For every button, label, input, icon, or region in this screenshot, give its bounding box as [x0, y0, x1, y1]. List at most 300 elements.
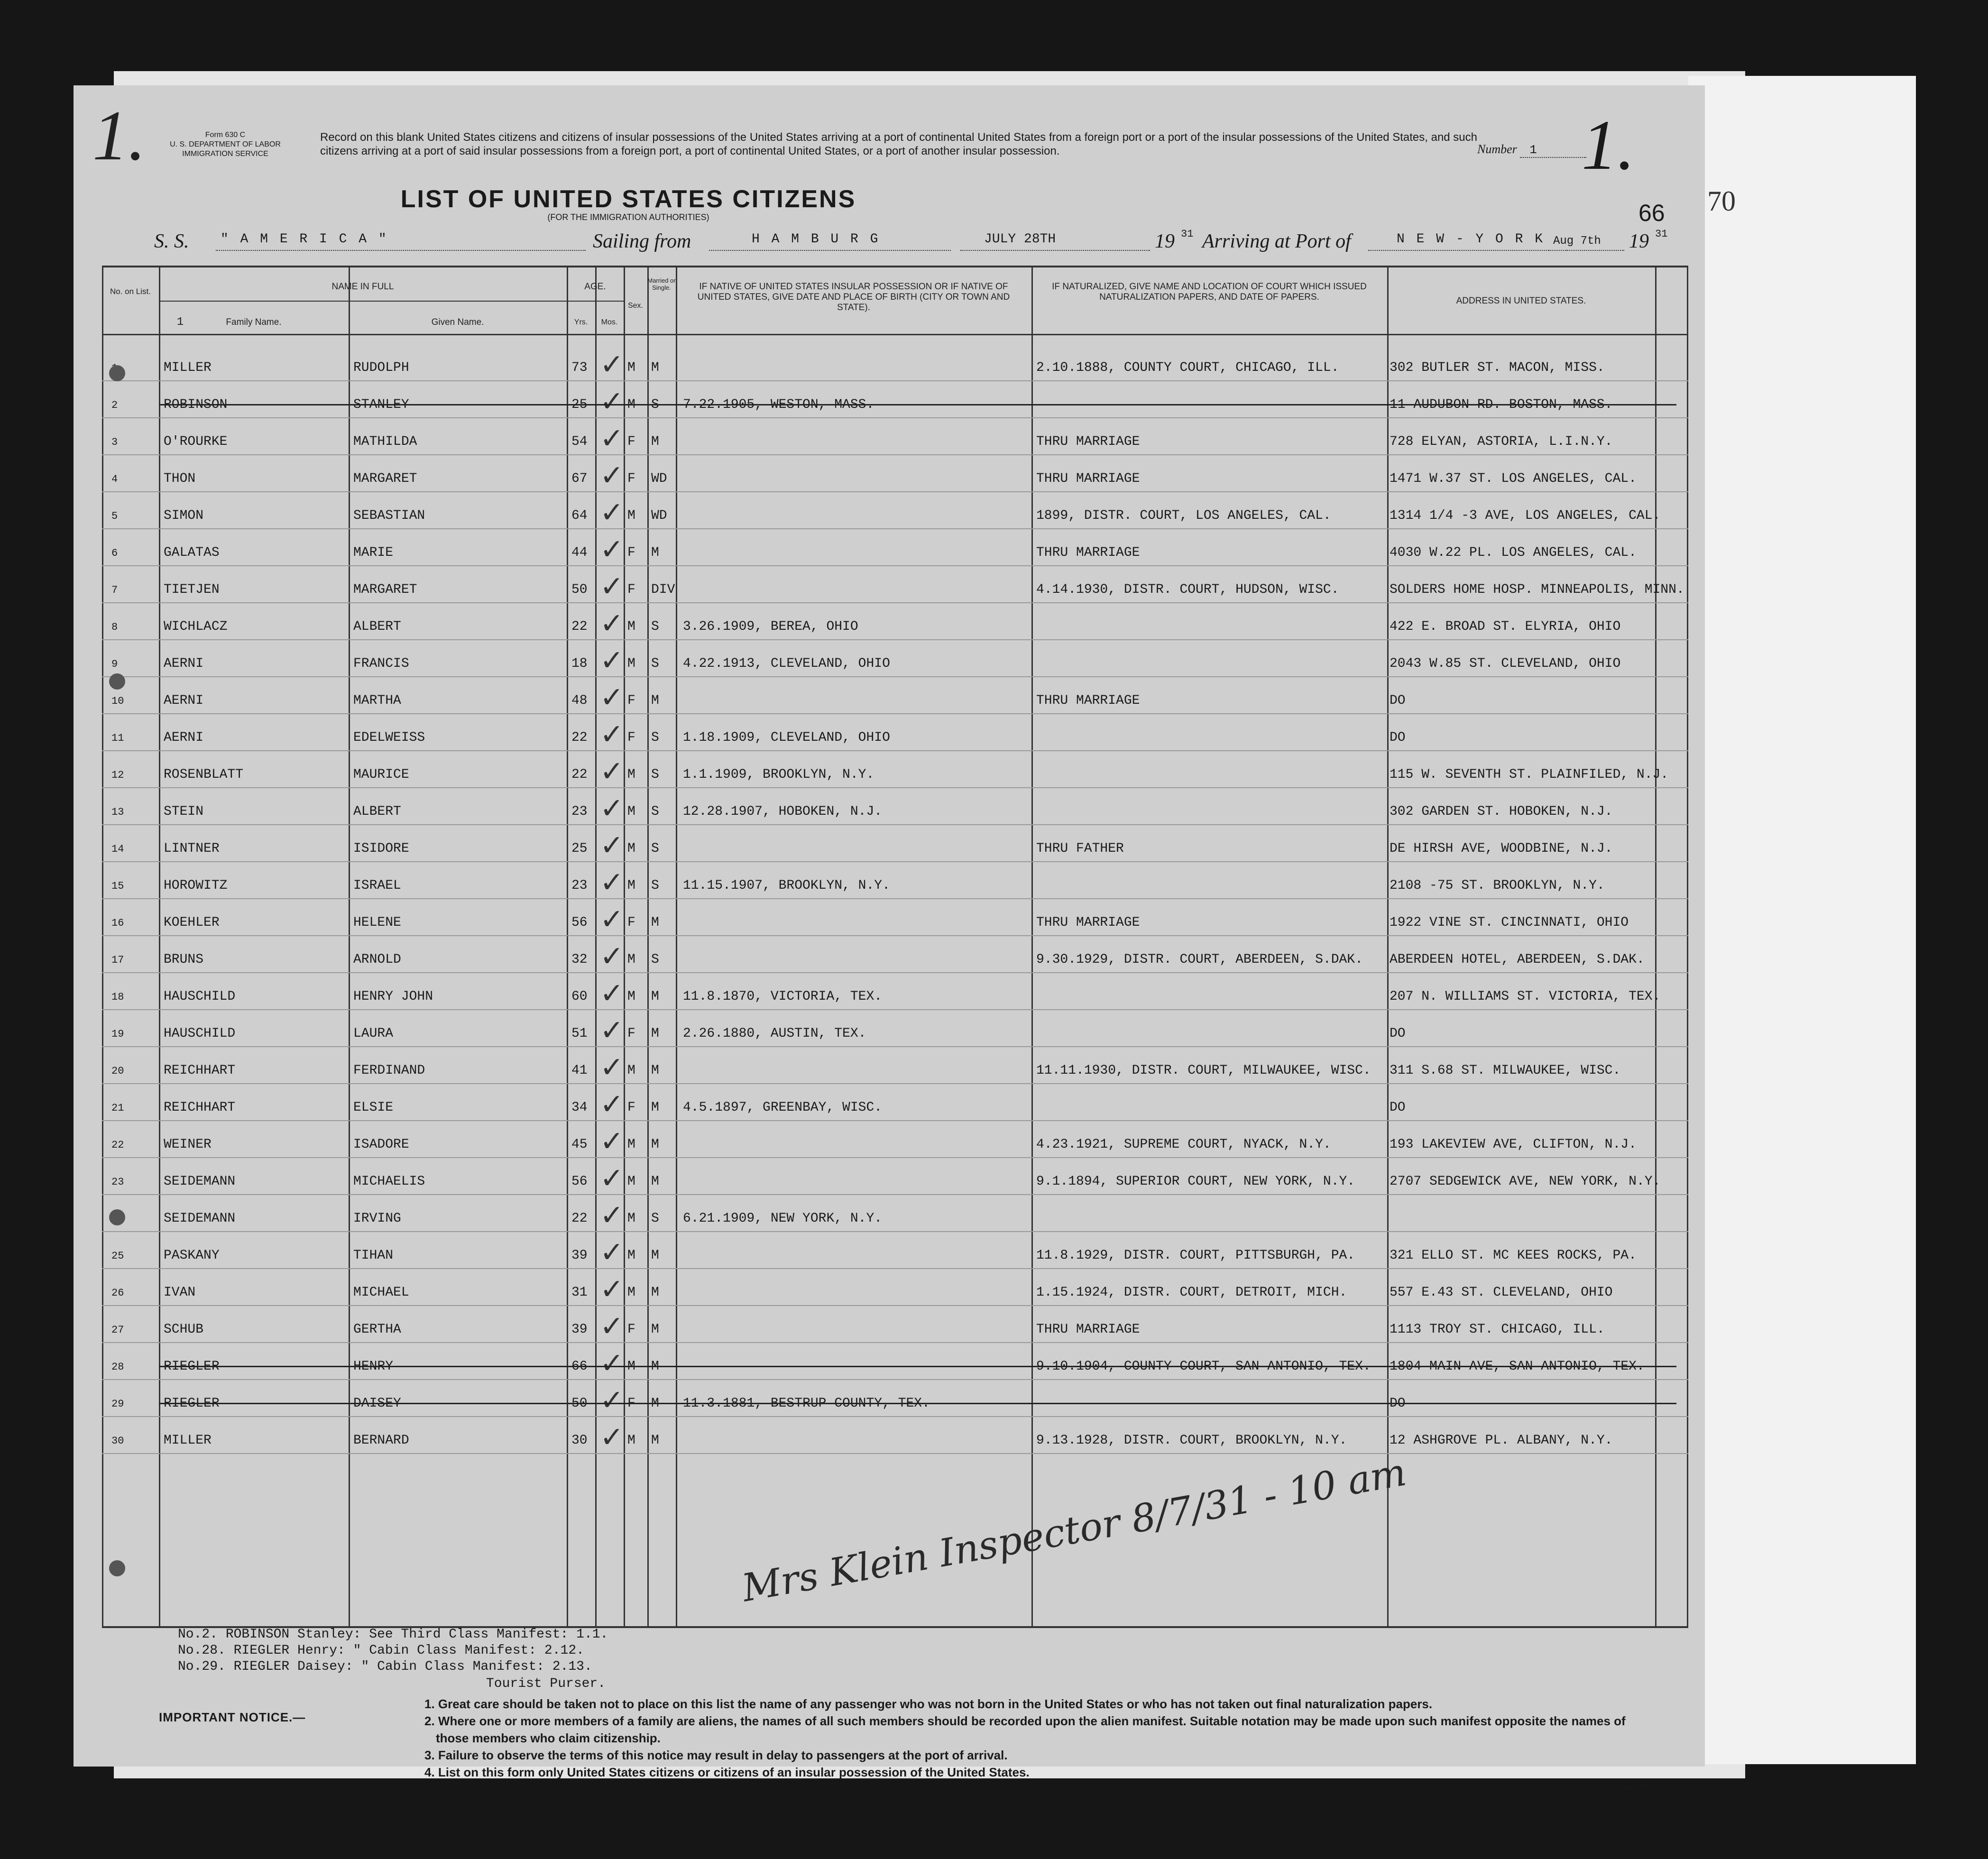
address: 321 ELLO ST. MC KEES ROCKS, PA. — [1390, 1248, 1637, 1263]
age-years: 23 — [571, 878, 588, 893]
list-number: 18 — [111, 991, 124, 1003]
table-row — [102, 1342, 1688, 1380]
table-row — [102, 861, 1688, 899]
address: 115 W. SEVENTH ST. PLAINFILED, N.J. — [1390, 767, 1669, 782]
sex: F — [627, 693, 635, 708]
family-name: O'ROURKE — [164, 434, 228, 449]
header-family-name: Family Name. — [226, 317, 282, 327]
list-number: 12 — [111, 769, 124, 781]
age-years: 31 — [571, 1285, 588, 1300]
given-name: FERDINAND — [353, 1063, 425, 1078]
age-years: 41 — [571, 1063, 588, 1078]
table-row — [102, 787, 1688, 825]
list-number: 22 — [111, 1139, 124, 1151]
purser-signature: Tourist Purser. — [486, 1676, 606, 1691]
family-name: GALATAS — [164, 545, 220, 560]
date-from-dotted-line — [960, 249, 1150, 251]
list-number: 8 — [111, 621, 118, 633]
sex: M — [627, 1359, 635, 1374]
sex: M — [627, 804, 635, 819]
table-row — [102, 1416, 1688, 1454]
age-years: 60 — [571, 989, 588, 1004]
family-name: LINTNER — [164, 841, 220, 856]
list-number: 23 — [111, 1176, 124, 1188]
checkmark-icon: ✓ — [600, 940, 624, 973]
family-name: KOEHLER — [164, 915, 220, 930]
given-name: HELENE — [353, 915, 401, 930]
sex: F — [627, 434, 635, 449]
naturalization-info: 1.15.1924, DISTR. COURT, DETROIT, MICH. — [1036, 1285, 1347, 1300]
marital-status: S — [651, 730, 659, 745]
given-name: HENRY — [353, 1359, 394, 1374]
address: 302 GARDEN ST. HOBOKEN, N.J. — [1390, 804, 1613, 819]
punch-hole — [109, 365, 125, 381]
address: DO — [1390, 693, 1406, 708]
checkmark-icon: ✓ — [600, 1125, 624, 1158]
notice-item: 3. Failure to observe the terms of this notice may result in delay to passengers at the port of arrival. — [424, 1748, 1008, 1762]
year-from: 31 — [1181, 228, 1194, 240]
marital-status: M — [651, 1026, 659, 1041]
address: 422 E. BROAD ST. ELYRIA, OHIO — [1390, 619, 1621, 634]
address: 12 ASHGROVE PL. ALBANY, N.Y. — [1390, 1433, 1613, 1448]
marital-status: DIV — [651, 582, 675, 597]
marital-status: M — [651, 1100, 659, 1115]
header-naturalization: IF NATURALIZED, GIVE NAME AND LOCATION OF COURT WHICH ISSUED NATURALIZATION PAPERS, AND DATE OF PAPERS. — [1052, 282, 1367, 302]
checkmark-icon: ✓ — [600, 1347, 624, 1380]
marital-status: S — [651, 804, 659, 819]
address: DO — [1390, 1396, 1406, 1411]
marital-status: M — [651, 989, 659, 1004]
age-years: 56 — [571, 915, 588, 930]
family-name: MILLER — [164, 360, 212, 375]
marital-status: M — [651, 1396, 659, 1411]
checkmark-icon: ✓ — [600, 1162, 624, 1195]
list-number: 28 — [111, 1361, 124, 1373]
header-address: ADDRESS IN UNITED STATES. — [1456, 296, 1586, 306]
table-row — [102, 454, 1688, 492]
address: 557 E.43 ST. CLEVELAND, OHIO — [1390, 1285, 1613, 1300]
marital-status: M — [651, 1137, 659, 1152]
passenger-table — [102, 266, 1688, 1628]
given-name: ARNOLD — [353, 952, 401, 967]
punch-hole — [109, 1560, 125, 1576]
table-row — [102, 528, 1688, 566]
strikethrough-line — [159, 1366, 1676, 1367]
table-row — [102, 1379, 1688, 1417]
table-row — [102, 343, 1688, 381]
sex: F — [627, 730, 635, 745]
naturalization-info: THRU MARRIAGE — [1036, 915, 1140, 930]
form-number: Form 630 C — [205, 131, 246, 139]
checkmark-icon: ✓ — [600, 348, 624, 381]
family-name: THON — [164, 471, 196, 486]
handwritten-number: 1. — [1582, 106, 1635, 184]
given-name: RUDOLPH — [353, 360, 409, 375]
age-years: 56 — [571, 1174, 588, 1189]
form-identifier — [154, 130, 296, 159]
service-label: IMMIGRATION SERVICE — [182, 150, 268, 158]
marital-status: M — [651, 434, 659, 449]
list-number: 2 — [111, 399, 118, 411]
address: 728 ELYAN, ASTORIA, L.I.N.Y. — [1390, 434, 1613, 449]
age-years: 18 — [571, 656, 588, 671]
checkmark-icon: ✓ — [600, 681, 624, 714]
age-years: 50 — [571, 582, 588, 597]
address: SOLDERS HOME HOSP. MINNEAPOLIS, MINN. — [1390, 582, 1684, 597]
family-name: STEIN — [164, 804, 204, 819]
given-name: MARIE — [353, 545, 394, 560]
address: 193 LAKEVIEW AVE, CLIFTON, N.J. — [1390, 1137, 1637, 1152]
address: 2707 SEDGEWICK AVE, NEW YORK, N.Y. — [1390, 1174, 1661, 1189]
date-from: JULY 28TH — [984, 232, 1056, 247]
marital-status: M — [651, 360, 659, 375]
given-name: MARGARET — [353, 471, 417, 486]
header-bottom-rule — [102, 334, 1688, 335]
table-row — [102, 1268, 1688, 1306]
footer-notes — [178, 1627, 608, 1675]
birth-info: 4.22.1913, CLEVELAND, OHIO — [683, 656, 890, 671]
table-row — [102, 1046, 1688, 1084]
port-to-dotted-line — [1368, 249, 1567, 251]
list-number: 11 — [111, 732, 124, 744]
list-number: 4 — [111, 473, 118, 485]
family-name: MILLER — [164, 1433, 212, 1448]
given-name: ISIDORE — [353, 841, 409, 856]
table-row — [102, 713, 1688, 751]
date-to: Aug 7th — [1553, 235, 1601, 248]
age-years: 34 — [571, 1100, 588, 1115]
header-married-single: Married or Single. — [647, 277, 676, 291]
age-years: 48 — [571, 693, 588, 708]
sex: F — [627, 471, 635, 486]
address: DO — [1390, 730, 1406, 745]
age-years: 25 — [571, 841, 588, 856]
footer-note: No.29. RIEGLER Daisey: " Cabin Class Manifest: 2.13. — [178, 1659, 592, 1674]
address: 207 N. WILLIAMS ST. VICTORIA, TEX. — [1390, 989, 1661, 1004]
family-name: AERNI — [164, 693, 204, 708]
sex: F — [627, 545, 635, 560]
naturalization-info: 1899, DISTR. COURT, LOS ANGELES, CAL. — [1036, 508, 1331, 523]
department-label: U. S. DEPARTMENT OF LABOR — [170, 140, 281, 148]
marital-status: M — [651, 693, 659, 708]
checkmark-icon: ✓ — [600, 718, 624, 751]
table-row — [102, 602, 1688, 640]
list-number: 15 — [111, 880, 124, 892]
sex: M — [627, 767, 635, 782]
table-row — [102, 380, 1688, 418]
punch-hole — [109, 1209, 125, 1225]
number-value: 1 — [1520, 143, 1586, 158]
checkmark-icon: ✓ — [600, 755, 624, 788]
naturalization-info: THRU MARRIAGE — [1036, 545, 1140, 560]
header-given-name: Given Name. — [431, 317, 484, 327]
ss-label: S. S. — [154, 230, 189, 252]
sex: F — [627, 1100, 635, 1115]
table-row — [102, 898, 1688, 936]
birth-info: 11.8.1870, VICTORIA, TEX. — [683, 989, 883, 1004]
checkmark-icon: ✓ — [600, 1421, 624, 1454]
family-name: RIEGLER — [164, 1359, 220, 1374]
header-name-in-full: NAME IN FULL — [331, 282, 394, 292]
marital-status: WD — [651, 508, 667, 523]
address: ABERDEEN HOTEL, ABERDEEN, S.DAK. — [1390, 952, 1645, 967]
given-name: GERTHA — [353, 1322, 401, 1337]
punch-hole — [109, 673, 125, 690]
sailing-from-label: Sailing from — [593, 230, 691, 252]
family-name: SIMON — [164, 508, 204, 523]
marital-status: M — [651, 1322, 659, 1337]
header-birth: IF NATIVE OF UNITED STATES INSULAR POSSESSION OR IF NATIVE OF UNITED STATES, GIVE DATE AND PLACE OF BIRTH (CITY OR TOWN AND STATE). — [697, 282, 1010, 313]
family-name: BRUNS — [164, 952, 204, 967]
sex: M — [627, 878, 635, 893]
checkmark-icon: ✓ — [600, 533, 624, 566]
header-rule — [567, 301, 624, 302]
year-prefix-to: 19 — [1629, 230, 1649, 252]
notice-heading: IMPORTANT NOTICE.— — [159, 1710, 306, 1724]
birth-info: 4.5.1897, GREENBAY, WISC. — [683, 1100, 883, 1115]
port-from-dotted-line — [709, 249, 951, 251]
checkmark-icon: ✓ — [600, 1273, 624, 1306]
address: 1113 TROY ST. CHICAGO, ILL. — [1390, 1322, 1605, 1337]
marital-status: M — [651, 1359, 659, 1374]
age-years: 67 — [571, 471, 588, 486]
given-name: ISRAEL — [353, 878, 401, 893]
marital-status: S — [651, 952, 659, 967]
table-row — [102, 1194, 1688, 1232]
naturalization-info: 2.10.1888, COUNTY COURT, CHICAGO, ILL. — [1036, 360, 1339, 375]
ship-dotted-line — [216, 249, 586, 251]
checkmark-icon: ✓ — [600, 903, 624, 936]
strikethrough-line — [159, 1403, 1676, 1404]
family-name: WICHLACZ — [164, 619, 228, 634]
naturalization-info: 9.10.1904, COUNTY COURT, SAN ANTONIO, TEX. — [1036, 1359, 1371, 1374]
given-name: BERNARD — [353, 1433, 409, 1448]
age-years: 25 — [571, 397, 588, 412]
sex: M — [627, 619, 635, 634]
marital-status: WD — [651, 471, 667, 486]
age-years: 22 — [571, 1211, 588, 1226]
family-name: AERNI — [164, 730, 204, 745]
sex: M — [627, 1433, 635, 1448]
vessel-line — [154, 230, 1719, 258]
marital-status: S — [651, 1211, 659, 1226]
sex: M — [627, 508, 635, 523]
table-row — [102, 491, 1688, 529]
given-name: HENRY JOHN — [353, 989, 433, 1004]
naturalization-info: 4.23.1921, SUPREME COURT, NYACK, N.Y. — [1036, 1137, 1331, 1152]
sex: M — [627, 1063, 635, 1078]
footer-note: No.28. RIEGLER Henry: " Cabin Class Manifest: 2.12. — [178, 1643, 584, 1658]
address: DO — [1390, 1100, 1406, 1115]
birth-info: 12.28.1907, HOBOKEN, N.J. — [683, 804, 883, 819]
list-number: 9 — [111, 658, 118, 670]
checkmark-icon: ✓ — [600, 1199, 624, 1232]
sex: M — [627, 360, 635, 375]
list-number: 26 — [111, 1287, 124, 1299]
sex: M — [627, 989, 635, 1004]
checkmark-icon: ✓ — [600, 866, 624, 899]
age-years: 54 — [571, 434, 588, 449]
age-years: 22 — [571, 619, 588, 634]
given-name: MARTHA — [353, 693, 401, 708]
page-title: LIST OF UNITED STATES CITIZENS — [400, 185, 856, 213]
address: 2108 -75 ST. BROOKLYN, N.Y. — [1390, 878, 1605, 893]
age-years: 50 — [571, 1396, 588, 1411]
address: 4030 W.22 PL. LOS ANGELES, CAL. — [1390, 545, 1637, 560]
family-name: ROSENBLATT — [164, 767, 244, 782]
sex: M — [627, 1285, 635, 1300]
address: 311 S.68 ST. MILWAUKEE, WISC. — [1390, 1063, 1621, 1078]
family-name: RIEGLER — [164, 1396, 220, 1411]
table-row — [102, 972, 1688, 1010]
list-number: 10 — [111, 695, 124, 707]
side-stamp: 70 — [1707, 185, 1736, 217]
checkmark-icon: ✓ — [600, 1384, 624, 1417]
family-name: AERNI — [164, 656, 204, 671]
sex: F — [627, 1322, 635, 1337]
naturalization-info: THRU MARRIAGE — [1036, 471, 1140, 486]
checkmark-icon: ✓ — [600, 607, 624, 640]
header-rule — [159, 301, 567, 302]
number-field — [1477, 142, 1586, 158]
family-name: WEINER — [164, 1137, 212, 1152]
marital-status: M — [651, 1174, 659, 1189]
birth-info: 2.26.1880, AUSTIN, TEX. — [683, 1026, 866, 1041]
birth-info: 3.26.1909, BEREA, OHIO — [683, 619, 858, 634]
corner-mark: 1. — [92, 96, 146, 175]
adjacent-page — [1688, 76, 1916, 1764]
table-row — [102, 1305, 1688, 1343]
sex: F — [627, 1396, 635, 1411]
checkmark-icon: ✓ — [600, 829, 624, 862]
sex: M — [627, 1174, 635, 1189]
checkmark-icon: ✓ — [600, 459, 624, 492]
table-row — [102, 1009, 1688, 1047]
sex: M — [627, 1137, 635, 1152]
checkmark-icon: ✓ — [600, 570, 624, 603]
table-row — [102, 1083, 1688, 1121]
naturalization-info: 9.1.1894, SUPERIOR COURT, NEW YORK, N.Y. — [1036, 1174, 1355, 1189]
age-years: 23 — [571, 804, 588, 819]
checkmark-icon: ✓ — [600, 422, 624, 455]
marital-status: M — [651, 915, 659, 930]
notice-item: 4. List on this form only United States citizens or citizens of an insular possession of the United States. — [424, 1765, 1030, 1779]
address: 1471 W.37 ST. LOS ANGELES, CAL. — [1390, 471, 1637, 486]
address: 1804 MAIN AVE, SAN ANTONIO, TEX. — [1390, 1359, 1645, 1374]
marital-status: S — [651, 878, 659, 893]
marital-status: M — [651, 1285, 659, 1300]
table-row — [102, 1231, 1688, 1269]
age-years: 66 — [571, 1359, 588, 1374]
age-years: 22 — [571, 730, 588, 745]
checkmark-icon: ✓ — [600, 1088, 624, 1121]
checkmark-icon: ✓ — [600, 1310, 624, 1343]
sex: F — [627, 915, 635, 930]
arriving-label: Arriving at Port of — [1202, 230, 1351, 252]
port-to: N E W - Y O R K — [1397, 232, 1545, 247]
family-name: PASKANY — [164, 1248, 220, 1263]
marital-status: M — [651, 1063, 659, 1078]
table-row — [102, 1157, 1688, 1195]
notice-item: 2. Where one or more members of a family are aliens, the names of all such members should be recorded upon the alien manifest. Suitable notation may be made upon such manifest opposite the names of those members who claim citizenship. — [424, 1714, 1626, 1745]
address: DO — [1390, 1026, 1406, 1041]
page-subtitle: (FOR THE IMMIGRATION AUTHORITIES) — [547, 212, 709, 222]
table-row — [102, 1120, 1688, 1158]
sex: F — [627, 1026, 635, 1041]
table-row — [102, 676, 1688, 714]
family-name: REICHHART — [164, 1063, 236, 1078]
family-name: HAUSCHILD — [164, 989, 236, 1004]
sex: M — [627, 397, 635, 412]
list-number: 27 — [111, 1324, 124, 1336]
age-years: 45 — [571, 1137, 588, 1152]
family-name: IVAN — [164, 1285, 196, 1300]
sex: M — [627, 656, 635, 671]
table-row — [102, 750, 1688, 788]
address: 2043 W.85 ST. CLEVELAND, OHIO — [1390, 656, 1621, 671]
list-number: 17 — [111, 954, 124, 966]
sex: F — [627, 582, 635, 597]
year-to: 31 — [1655, 228, 1668, 240]
address: 302 BUTLER ST. MACON, MISS. — [1390, 360, 1605, 375]
age-years: 64 — [571, 508, 588, 523]
address: 11 AUDUBON RD. BOSTON, MASS. — [1390, 397, 1613, 412]
naturalization-info: 11.8.1929, DISTR. COURT, PITTSBURGH, PA. — [1036, 1248, 1355, 1263]
header-age: AGE. — [584, 282, 606, 292]
given-name: MICHAELIS — [353, 1174, 425, 1189]
naturalization-info: THRU MARRIAGE — [1036, 693, 1140, 708]
age-years: 39 — [571, 1248, 588, 1263]
address: 1922 VINE ST. CINCINNATI, OHIO — [1390, 915, 1629, 930]
birth-info: 11.3.1881, BESTRUP COUNTY, TEX. — [683, 1396, 930, 1411]
list-number: 20 — [111, 1065, 124, 1077]
given-name: MATHILDA — [353, 434, 417, 449]
sex: M — [627, 1248, 635, 1263]
number-label: Number — [1477, 142, 1517, 156]
list-number: 30 — [111, 1435, 124, 1447]
checkmark-icon: ✓ — [600, 1014, 624, 1047]
given-name: FRANCIS — [353, 656, 409, 671]
sex: M — [627, 1211, 635, 1226]
checkmark-icon: ✓ — [600, 1236, 624, 1269]
birth-info: 7.22.1905, WESTON, MASS. — [683, 397, 874, 412]
address: DE HIRSH AVE, WOODBINE, N.J. — [1390, 841, 1613, 856]
birth-info: 1.1.1909, BROOKLYN, N.Y. — [683, 767, 874, 782]
given-name: TIHAN — [353, 1248, 394, 1263]
notice-items — [424, 1695, 1657, 1781]
checkmark-icon: ✓ — [600, 644, 624, 677]
given-name: ISADORE — [353, 1137, 409, 1152]
family-name: SCHUB — [164, 1322, 204, 1337]
list-number: 7 — [111, 584, 118, 596]
strikethrough-line — [159, 404, 1676, 405]
age-years: 22 — [571, 767, 588, 782]
port-from: H A M B U R G — [752, 232, 880, 247]
list-number: 25 — [111, 1250, 124, 1262]
list-number: 5 — [111, 510, 118, 522]
list-number: 29 — [111, 1398, 124, 1410]
date-to-dotted-line — [1548, 249, 1624, 251]
family-name: ROBINSON — [164, 397, 228, 412]
list-number: 16 — [111, 917, 124, 929]
marital-status: M — [651, 545, 659, 560]
table-row — [102, 935, 1688, 973]
birth-info: 11.15.1907, BROOKLYN, N.Y. — [683, 878, 890, 893]
list-number: 21 — [111, 1102, 124, 1114]
header-months: Mos. — [601, 318, 618, 326]
age-years: 30 — [571, 1433, 588, 1448]
family-name: REICHHART — [164, 1100, 236, 1115]
